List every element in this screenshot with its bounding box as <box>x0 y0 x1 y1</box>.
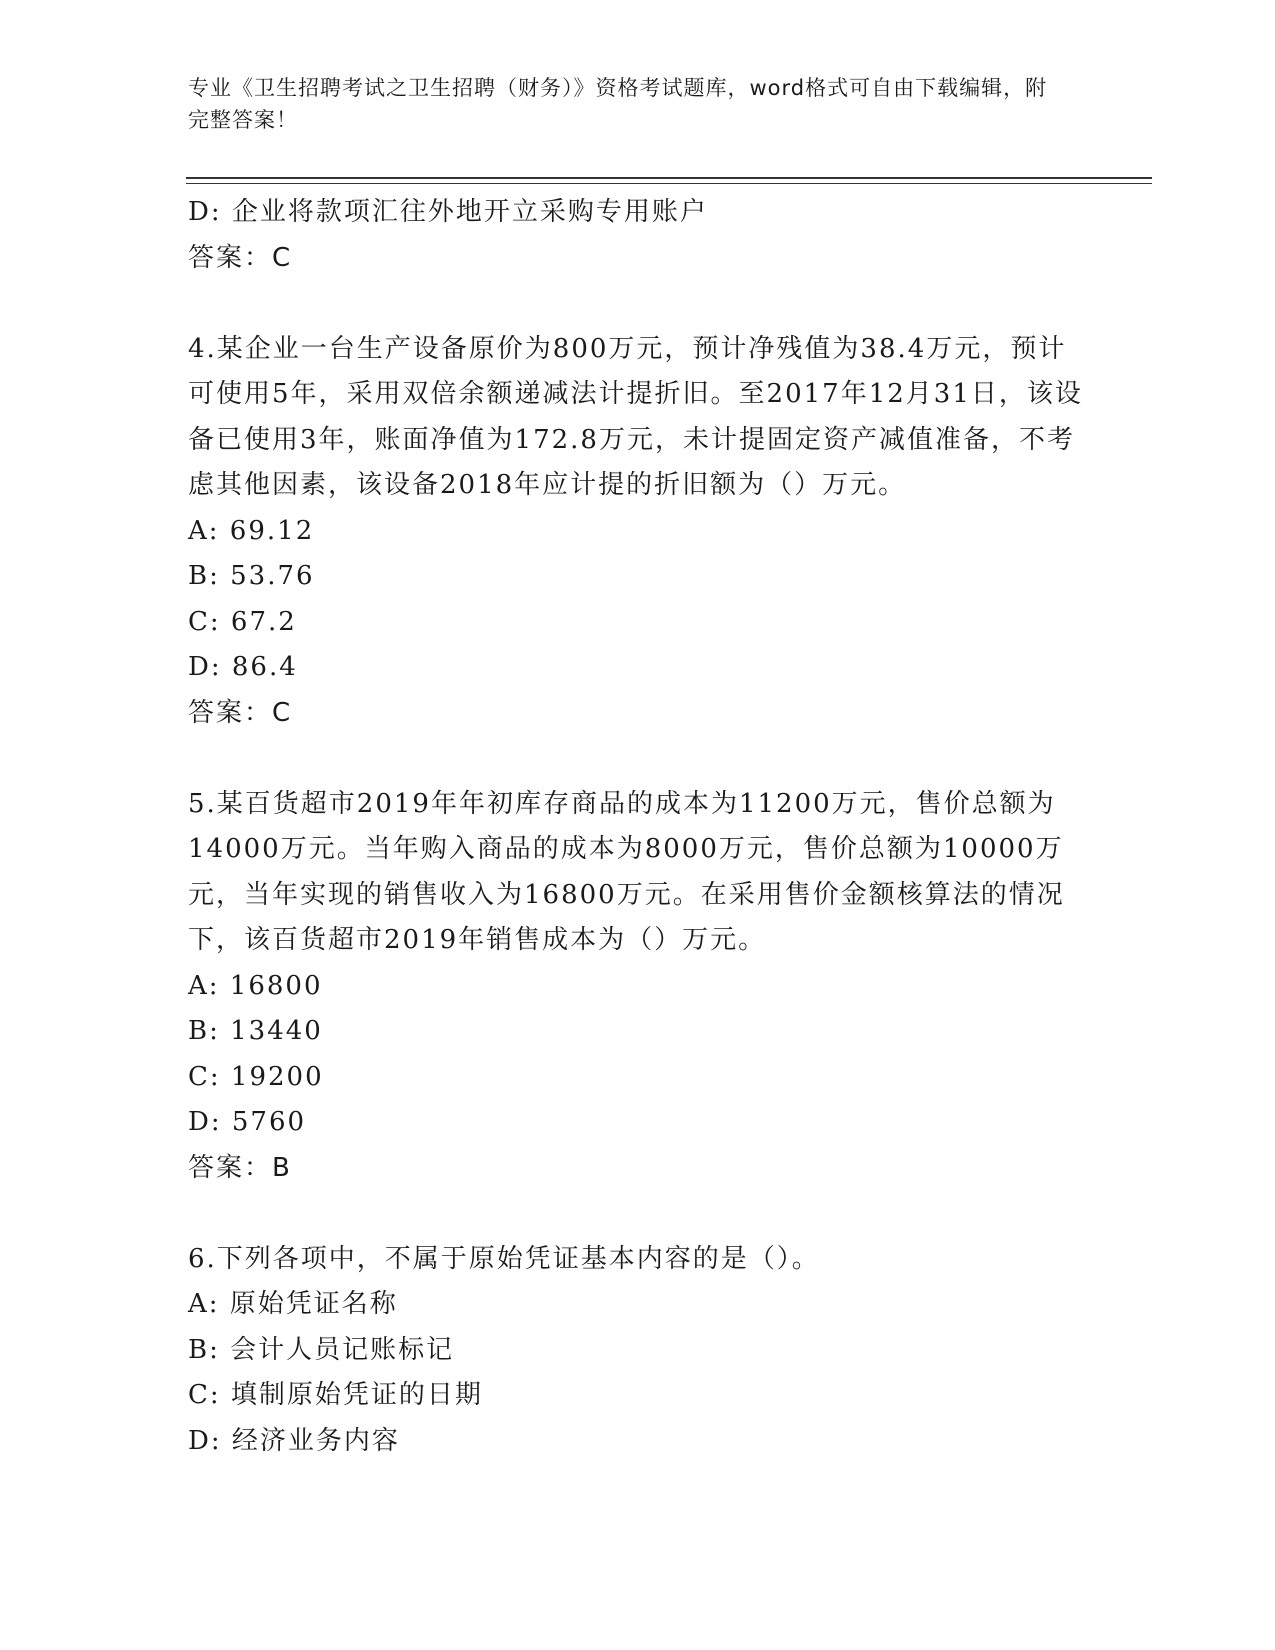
option-c: C: 67.2 <box>188 606 297 637</box>
option-d: D: 经济业务内容 <box>188 1425 400 1456</box>
option-c: C: 填制原始凭证的日期 <box>188 1380 483 1410</box>
option-b: B: 53.76 <box>188 561 315 591</box>
question-stem: 5.某百货超市2019年年初库存商品的成本为11200万元，售价总额为14000万元。当年购入商品的成本为8000万元，售价总额为10000万元，当年实现的销售收入为16800万元。在采用售价金额核算法的情况下，该百货超市2019年销售成本为（）万元。 <box>188 788 1065 955</box>
answer: 答案：B <box>188 1152 292 1183</box>
option-d: D: 企业将款项汇往外地开立采购专用账户 <box>188 197 708 227</box>
option-a: A: 69.12 <box>188 515 315 546</box>
option-c: C: 19200 <box>188 1061 324 1092</box>
option-b: B: 13440 <box>188 1016 323 1046</box>
question-content <box>188 190 1088 1464</box>
question-stem: 4.某企业一台生产设备原价为800万元，预计净残值为38.4万元，预计可使用5年，采用双倍余额递减法计提折旧。至2017年12月31日，该设备已使用3年，账面净值为172.8万元，未计提固定资产减值准备，不考虑其他因素，该设备2018年应计提的折旧额为（）万元。 <box>188 333 1083 500</box>
answer: 答案：C <box>188 697 293 728</box>
question-stem: 6.下列各项中，不属于原始凭证基本内容的是（）。 <box>188 1243 820 1274</box>
header-rule-thin <box>186 183 1152 184</box>
document-header: 专业《卫生招聘考试之卫生招聘（财务）》资格考试题库，word格式可自由下载编辑，附完整答案！ <box>188 76 1048 132</box>
option-d: D: 86.4 <box>188 652 298 682</box>
answer: 答案：C <box>188 242 293 273</box>
option-d: D: 5760 <box>188 1107 307 1137</box>
option-b: B: 会计人员记账标记 <box>188 1334 455 1365</box>
option-a: A: 16800 <box>188 970 323 1001</box>
header-rule-thick <box>186 177 1152 179</box>
option-a: A: 原始凭证名称 <box>188 1289 398 1319</box>
